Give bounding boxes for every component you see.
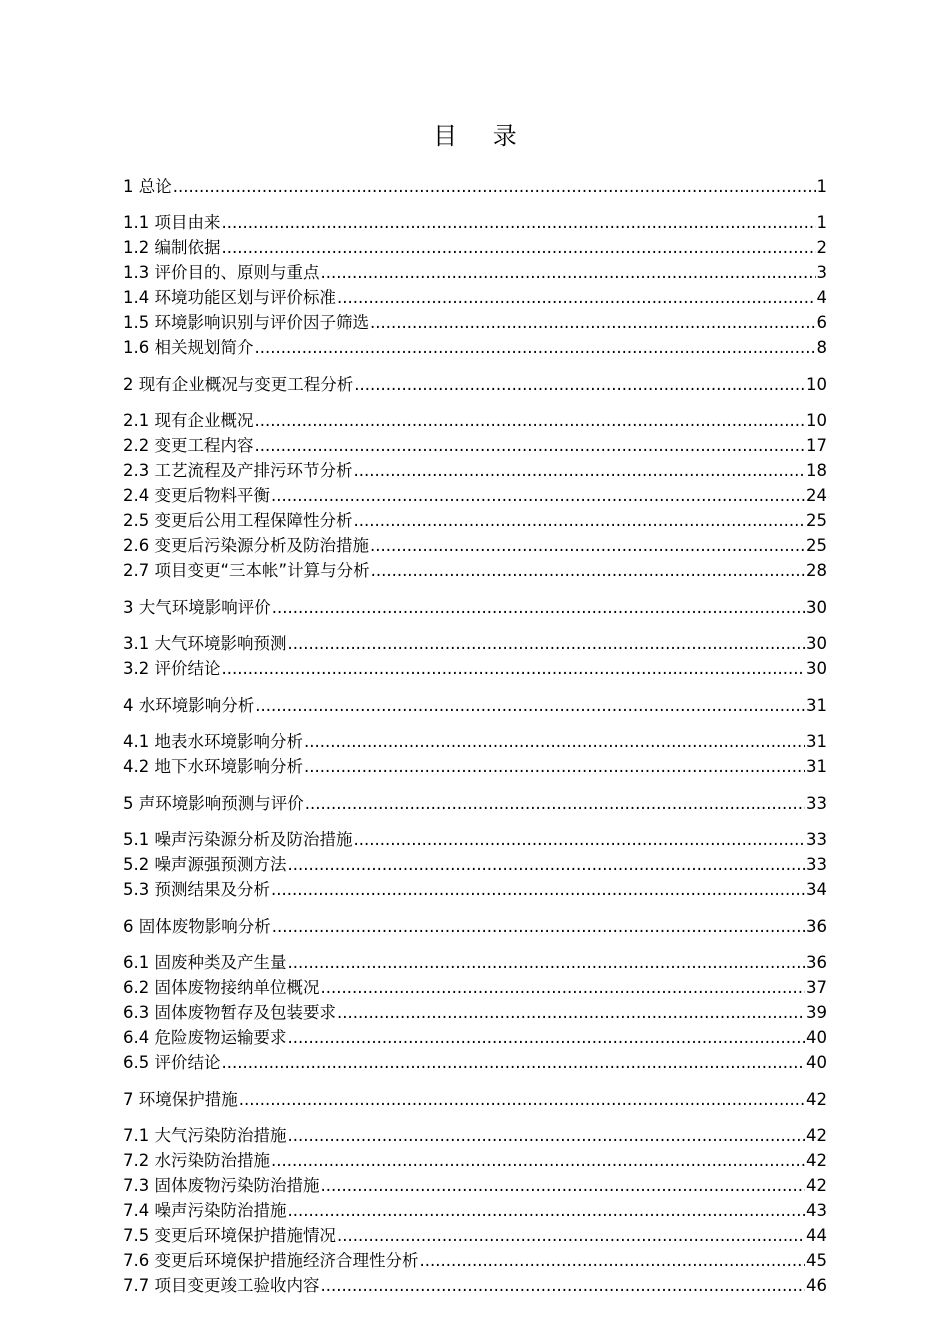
toc-page-number: 44 [806, 1226, 827, 1245]
toc-page-number: 25 [806, 511, 827, 530]
toc-section-entry[interactable] [123, 210, 827, 235]
toc-chapter-entry[interactable] [123, 914, 827, 939]
toc-entry-title: 6.1 固废种类及产生量 [123, 953, 287, 972]
toc-page-number: 43 [806, 1201, 827, 1220]
toc-section-entry[interactable] [123, 408, 827, 433]
toc-entry-title: 4.2 地下水环境影响分析 [123, 757, 303, 776]
toc-page-number: 8 [816, 338, 827, 357]
toc-section-entry[interactable] [123, 508, 827, 533]
toc-dot-leader [272, 914, 805, 939]
toc-page-number: 18 [806, 461, 827, 480]
toc-entry-title: 1.1 项目由来 [123, 213, 221, 232]
toc-page-number: 37 [806, 978, 827, 997]
toc-dot-leader [354, 458, 806, 483]
toc-page-number: 34 [806, 880, 827, 899]
toc-dot-leader [272, 595, 805, 620]
toc-dot-leader [239, 1087, 805, 1112]
toc-entry-title: 3.2 评价结论 [123, 659, 221, 678]
toc-dot-leader [288, 631, 806, 656]
toc-section-entry[interactable] [123, 285, 827, 310]
toc-entry-title: 2.6 变更后污染源分析及防治措施 [123, 536, 369, 555]
toc-page-number: 46 [806, 1276, 827, 1295]
toc-page-number: 30 [806, 634, 827, 653]
toc-dot-leader [420, 1248, 806, 1273]
toc-entry-title: 5 声环境影响预测与评价 [123, 794, 304, 813]
toc-page-number: 3 [816, 263, 827, 282]
toc-section-entry[interactable] [123, 433, 827, 458]
toc-dot-leader [255, 693, 805, 718]
toc-page-number: 4 [816, 288, 827, 307]
toc-dot-leader [337, 1223, 805, 1248]
toc-section-entry[interactable] [123, 558, 827, 583]
toc-section-entry[interactable] [123, 1000, 827, 1025]
toc-entry-title: 5.3 预测结果及分析 [123, 880, 270, 899]
toc-page-number: 40 [806, 1028, 827, 1047]
toc-entry-title: 6.3 固体废物暂存及包装要求 [123, 1003, 336, 1022]
toc-section-entry[interactable] [123, 335, 827, 360]
toc-entry-title: 2.7 项目变更“三本帐”计算与分析 [123, 561, 370, 580]
toc-page-number: 42 [806, 1176, 827, 1195]
toc-section-entry[interactable] [123, 1025, 827, 1050]
toc-entry-title: 7.3 固体废物污染防治措施 [123, 1176, 320, 1195]
toc-section-entry[interactable] [123, 260, 827, 285]
toc-section-entry[interactable] [123, 1123, 827, 1148]
toc-entry-title: 7.6 变更后环境保护措施经济合理性分析 [123, 1251, 419, 1270]
toc-section-entry[interactable] [123, 852, 827, 877]
toc-section-entry[interactable] [123, 877, 827, 902]
toc-section-entry[interactable] [123, 950, 827, 975]
toc-dot-leader [288, 1198, 806, 1223]
toc-entry-title: 7.4 噪声污染防治措施 [123, 1201, 287, 1220]
toc-dot-leader [288, 1025, 806, 1050]
toc-page-number: 28 [806, 561, 827, 580]
toc-dot-leader [337, 285, 816, 310]
toc-section-entry[interactable] [123, 483, 827, 508]
toc-dot-leader [288, 852, 806, 877]
toc-dot-leader [371, 558, 805, 583]
toc-entry-title: 2.3 工艺流程及产排污环节分析 [123, 461, 353, 480]
toc-section-entry[interactable] [123, 1050, 827, 1075]
toc-dot-leader [321, 1273, 806, 1298]
toc-entry-title: 1.2 编制依据 [123, 238, 221, 257]
toc-dot-leader [173, 174, 816, 199]
toc-page-number: 10 [806, 375, 827, 394]
toc-entry-title: 6.5 评价结论 [123, 1053, 221, 1072]
toc-section-entry[interactable] [123, 1173, 827, 1198]
toc-dot-leader [370, 533, 805, 558]
toc-entry-title: 4 水环境影响分析 [123, 696, 255, 715]
toc-section-entry[interactable] [123, 1148, 827, 1173]
toc-section-entry[interactable] [123, 1273, 827, 1298]
toc-chapter-entry[interactable] [123, 595, 827, 620]
toc-entry-title: 3 大气环境影响评价 [123, 598, 271, 617]
toc-dot-leader [304, 754, 805, 779]
toc-dot-leader [304, 729, 805, 754]
toc-entry-title: 7.7 项目变更竣工验收内容 [123, 1276, 320, 1295]
toc-page-number: 45 [806, 1251, 827, 1270]
toc-entry-title: 5.1 噪声污染源分析及防治措施 [123, 830, 353, 849]
toc-entry-title: 1.6 相关规划简介 [123, 338, 254, 357]
toc-dot-leader [354, 508, 806, 533]
toc-entry-title: 6.4 危险废物运输要求 [123, 1028, 287, 1047]
toc-dot-leader [288, 950, 806, 975]
toc-dot-leader [255, 408, 806, 433]
toc-page-number: 42 [806, 1126, 827, 1145]
toc-page-number: 2 [816, 238, 827, 257]
toc-dot-leader [337, 1000, 805, 1025]
toc-entry-title: 6.2 固体废物接纳单位概况 [123, 978, 320, 997]
toc-page-number: 25 [806, 536, 827, 555]
toc-page-number: 17 [806, 436, 827, 455]
toc-page-number: 39 [806, 1003, 827, 1022]
toc-dot-leader [222, 1050, 806, 1075]
toc-entry-title: 1.5 环境影响识别与评价因子筛选 [123, 313, 369, 332]
toc-page-number: 42 [806, 1090, 827, 1109]
toc-section-entry[interactable] [123, 754, 827, 779]
toc-dot-leader [354, 372, 805, 397]
toc-chapter-entry[interactable] [123, 791, 827, 816]
toc-entry-title: 7 环境保护措施 [123, 1090, 238, 1109]
toc-page-number: 42 [806, 1151, 827, 1170]
toc-dot-leader [255, 433, 806, 458]
toc-entry-title: 2.2 变更工程内容 [123, 436, 254, 455]
toc-section-entry[interactable] [123, 827, 827, 852]
toc-section-entry[interactable] [123, 631, 827, 656]
toc-dot-leader [321, 975, 806, 1000]
toc-page-number: 1 [816, 213, 827, 232]
toc-entry-title: 3.1 大气环境影响预测 [123, 634, 287, 653]
table-of-contents [123, 174, 827, 1298]
toc-chapter-entry[interactable] [123, 693, 827, 718]
toc-entry-title: 2 现有企业概况与变更工程分析 [123, 375, 354, 394]
toc-section-entry[interactable] [123, 1198, 827, 1223]
toc-section-entry[interactable] [123, 458, 827, 483]
toc-entry-title: 7.2 水污染防治措施 [123, 1151, 270, 1170]
toc-dot-leader [288, 1123, 806, 1148]
toc-dot-leader [222, 235, 816, 260]
toc-page-number: 33 [806, 855, 827, 874]
toc-section-entry[interactable] [123, 533, 827, 558]
toc-entry-title: 7.5 变更后环境保护措施情况 [123, 1226, 336, 1245]
toc-page-number: 36 [806, 917, 827, 936]
toc-page-number: 24 [806, 486, 827, 505]
toc-section-entry[interactable] [123, 729, 827, 754]
toc-page-number: 10 [806, 411, 827, 430]
toc-dot-leader [370, 310, 816, 335]
toc-dot-leader [354, 827, 806, 852]
toc-dot-leader [305, 791, 805, 816]
toc-section-entry[interactable] [123, 656, 827, 681]
toc-dot-leader [255, 335, 816, 360]
toc-page-number: 36 [806, 953, 827, 972]
toc-section-entry[interactable] [123, 310, 827, 335]
toc-dot-leader [271, 1148, 805, 1173]
toc-page-number: 31 [806, 757, 827, 776]
toc-page-number: 30 [806, 659, 827, 678]
toc-page-number: 6 [816, 313, 827, 332]
toc-entry-title: 2.4 变更后物料平衡 [123, 486, 270, 505]
toc-dot-leader [321, 260, 816, 285]
toc-entry-title: 2.1 现有企业概况 [123, 411, 254, 430]
toc-dot-leader [271, 483, 805, 508]
toc-chapter-entry[interactable] [123, 372, 827, 397]
toc-dot-leader [271, 877, 805, 902]
toc-page-number: 33 [806, 830, 827, 849]
toc-section-entry[interactable] [123, 1223, 827, 1248]
toc-dot-leader [321, 1173, 806, 1198]
toc-chapter-entry[interactable] [123, 1087, 827, 1112]
toc-chapter-entry[interactable] [123, 174, 827, 199]
toc-entry-title: 7.1 大气污染防治措施 [123, 1126, 287, 1145]
toc-entry-title: 1.4 环境功能区划与评价标准 [123, 288, 336, 307]
toc-page-number: 30 [806, 598, 827, 617]
toc-section-entry[interactable] [123, 235, 827, 260]
page-title: 目 录 [433, 122, 531, 150]
toc-entry-title: 6 固体废物影响分析 [123, 917, 271, 936]
toc-section-entry[interactable] [123, 975, 827, 1000]
toc-section-entry[interactable] [123, 1248, 827, 1273]
toc-dot-leader [222, 210, 816, 235]
toc-dot-leader [222, 656, 806, 681]
toc-page-number: 31 [806, 732, 827, 751]
toc-page-number: 31 [806, 696, 827, 715]
toc-entry-title: 2.5 变更后公用工程保障性分析 [123, 511, 353, 530]
toc-entry-title: 1 总论 [123, 177, 172, 196]
toc-entry-title: 4.1 地表水环境影响分析 [123, 732, 303, 751]
toc-page-number: 1 [816, 177, 827, 196]
toc-entry-title: 5.2 噪声源强预测方法 [123, 855, 287, 874]
toc-entry-title: 1.3 评价目的、原则与重点 [123, 263, 320, 282]
toc-page-number: 40 [806, 1053, 827, 1072]
toc-page-number: 33 [806, 794, 827, 813]
